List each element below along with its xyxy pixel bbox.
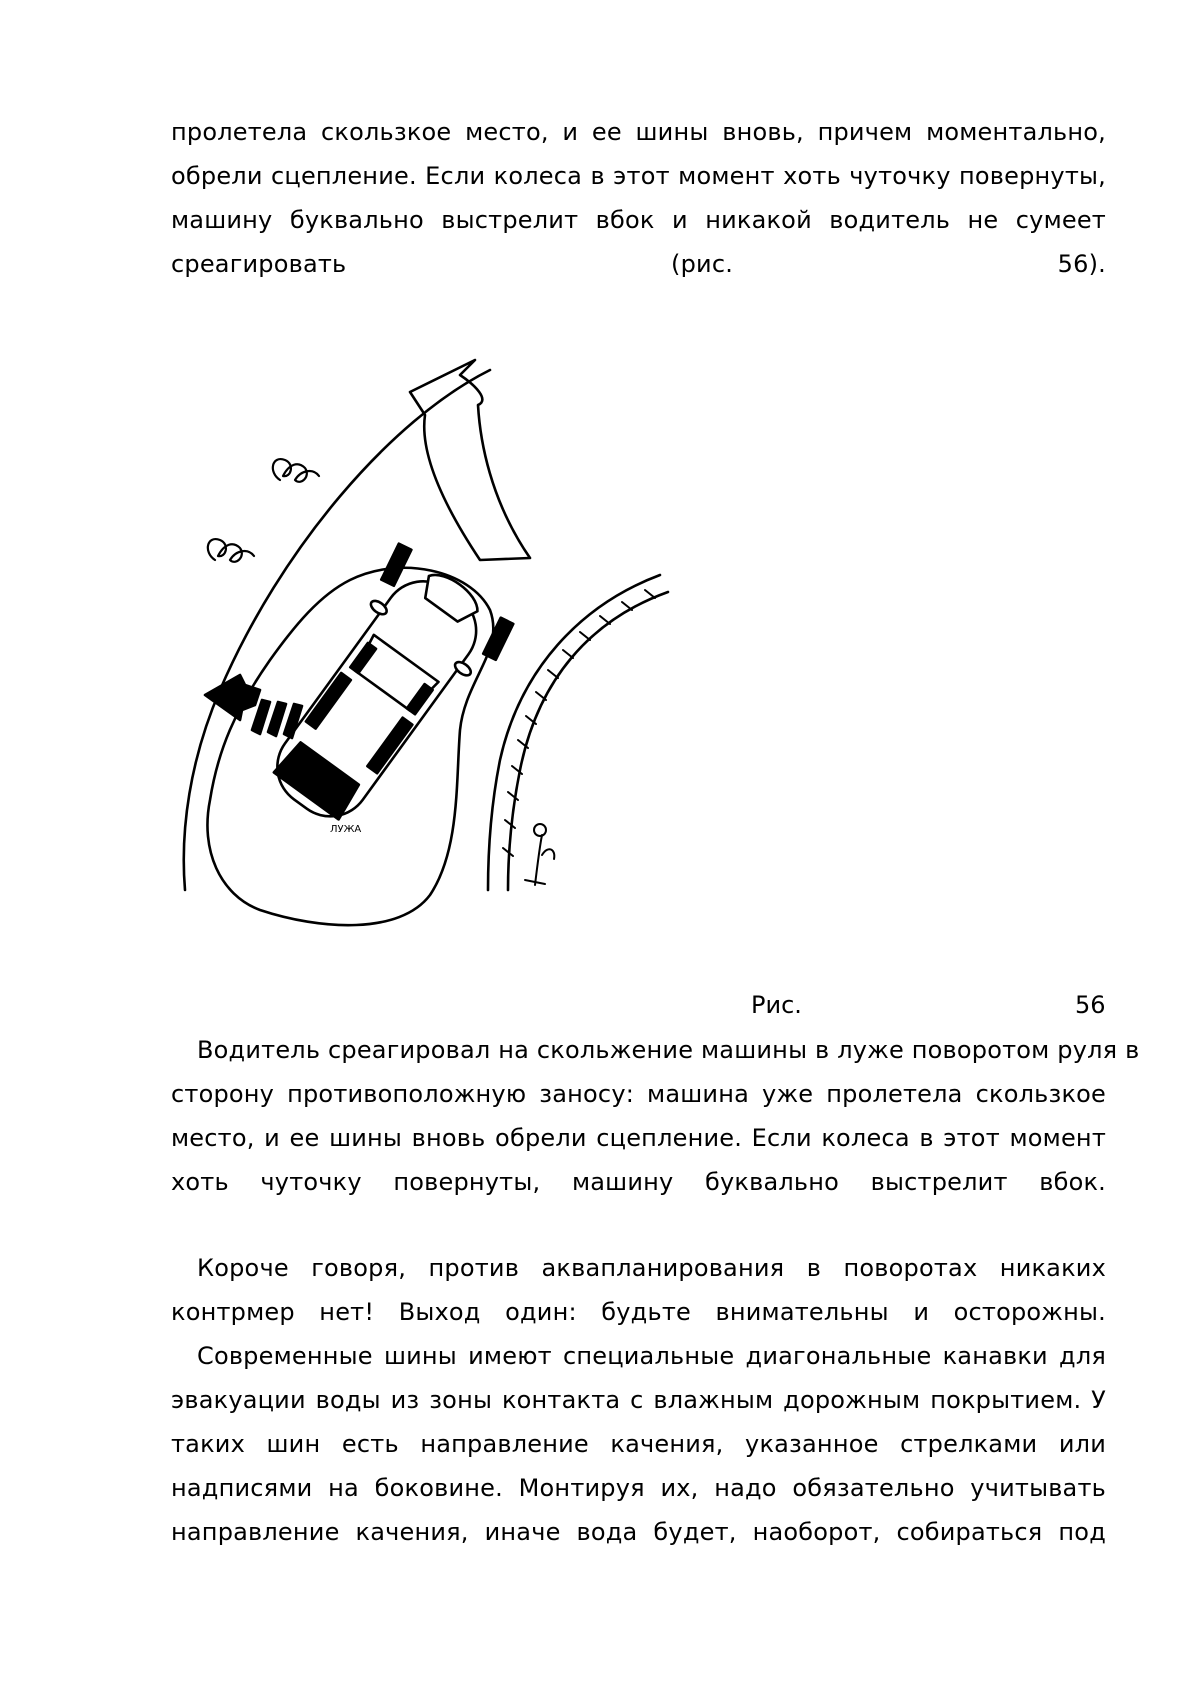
tyre-marks <box>503 590 655 856</box>
text-line: направление качения, иначе вода будет, наоборот, собираться под <box>171 1518 1106 1546</box>
text-line: пролетела скользкое место, и ее шины вновь, причем моментально, <box>171 118 1106 146</box>
text-line: Водитель среагировал на скольжение машины в луже поворотом руля в <box>197 1036 1140 1064</box>
figure-caption-prefix: Рис. <box>751 991 802 1019</box>
flower-icon <box>525 824 554 885</box>
car <box>241 541 519 847</box>
text-line: машину буквально выстрелит вбок и никакой водитель не сумеет <box>171 206 1106 234</box>
turn-arrow-icon <box>410 360 530 560</box>
road-edge-right <box>488 575 660 890</box>
text-line: обрели сцепление. Если колеса в этот момент хоть чуточку повернуты, <box>171 162 1106 190</box>
text-line: таких шин есть направление качения, указанное стрелками или <box>171 1430 1106 1458</box>
skid-illustration <box>160 330 740 990</box>
text-line: место, и ее шины вновь обрели сцепление. Если колеса в этот момент <box>171 1124 1106 1152</box>
text-line: Современные шины имеют специальные диагональные канавки для <box>197 1342 1106 1370</box>
text-line: Короче говоря, против аквапланирования в поворотах никаких <box>197 1254 1106 1282</box>
puddle-label: ЛУЖА <box>330 824 362 835</box>
figure-caption-number: 56 <box>1075 991 1106 1019</box>
text-line: контрмер нет! Выход один: будьте внимательны и осторожны. <box>171 1298 1106 1326</box>
text-line: эвакуации воды из зоны контакта с влажным дорожным покрытием. У <box>171 1386 1106 1414</box>
text-line: среагировать (рис. 56). <box>171 250 1106 278</box>
text-line: сторону противоположную заносу: машина уже пролетела скользкое <box>171 1080 1106 1108</box>
text-line: надписями на боковине. Монтируя их, надо обязательно учитывать <box>171 1474 1106 1502</box>
text-line: хоть чуточку повернуты, машину буквально выстрелит вбок. <box>171 1168 1106 1196</box>
